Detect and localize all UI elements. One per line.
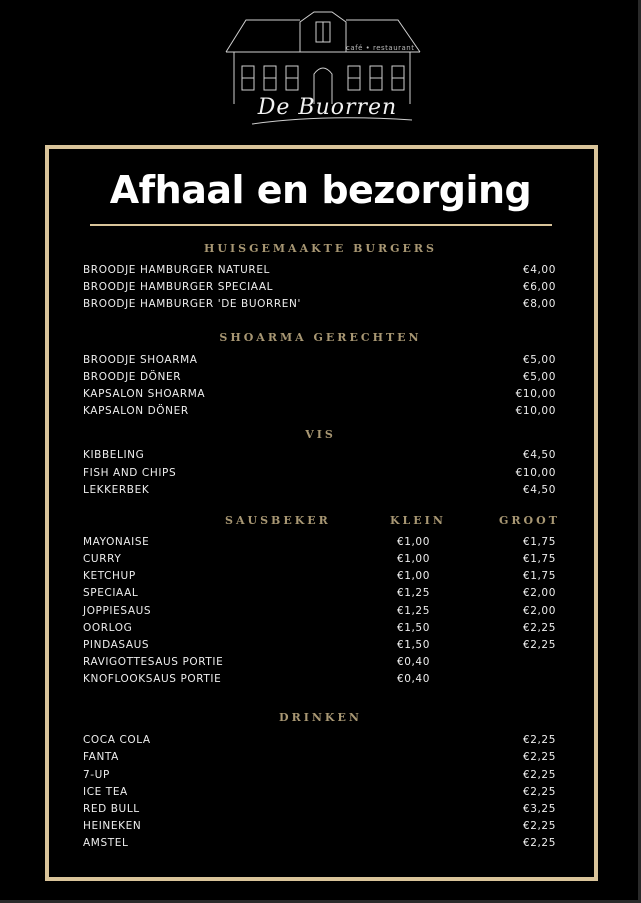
item-price: €4,00 [522,264,556,276]
item-name: CURRY [83,553,122,565]
menu-item [83,837,556,853]
column-heading-groot: GROOT [499,514,560,527]
item-price: €4,50 [522,449,556,461]
item-price-klein: €0,40 [396,656,430,668]
column-heading-klein: KLEIN [390,514,446,527]
item-name: BROODJE HAMBURGER SPECIAAL [83,281,274,293]
item-name: JOPPIESAUS [83,605,152,617]
item-name: BROODJE SHOARMA [83,354,198,366]
item-price: €2,25 [522,820,556,832]
logo-wordmark: De Buorren [257,95,398,120]
item-price: €8,00 [522,298,556,310]
sauce-item [83,673,556,689]
item-price-klein: €1,00 [396,536,430,548]
item-name: KNOFLOOKSAUS PORTIE [83,673,222,685]
menu-item [83,484,556,500]
item-price-groot: €2,00 [522,587,556,599]
item-price-klein: €1,50 [396,639,430,651]
item-price-groot: €1,75 [522,570,556,582]
item-name: RED BULL [83,803,140,815]
sauce-item [83,605,556,621]
item-price: €2,25 [522,734,556,746]
sauce-item [83,553,556,569]
item-name: KAPSALON SHOARMA [83,388,206,400]
item-price: €10,00 [515,467,556,479]
item-name: 7-UP [83,769,110,781]
item-name: KAPSALON DÖNER [83,405,189,417]
menu-item [83,354,556,370]
menu-item [83,820,556,836]
item-name: OORLOG [83,622,133,634]
item-price: €4,50 [522,484,556,496]
item-price: €5,00 [522,354,556,366]
item-name: SPECIAAL [83,587,139,599]
page-title: Afhaal en bezorging [109,168,532,212]
menu-item [83,769,556,785]
logo-tagline: café • restaurant [346,44,415,52]
item-name: KETCHUP [83,570,136,582]
item-price-groot: €2,25 [522,639,556,651]
section-heading-burgers: HUISGEMAAKTE BURGERS [204,242,437,255]
sauce-item [83,639,556,655]
item-name: ICE TEA [83,786,128,798]
section-heading-shoarma: SHOARMA GERECHTEN [219,331,422,344]
section-heading-sausbeker: SAUSBEKER [225,514,331,527]
item-price-klein: €1,25 [396,587,430,599]
sauce-item [83,622,556,638]
menu-item [83,786,556,802]
item-price-groot: €1,75 [522,536,556,548]
title-underline [90,224,552,226]
item-price: €5,00 [522,371,556,383]
item-price-klein: €1,00 [396,570,430,582]
item-price-klein: €1,00 [396,553,430,565]
sauce-item [83,587,556,603]
menu-item [83,298,556,314]
menu-item [83,734,556,750]
menu-item [83,281,556,297]
item-name: KIBBELING [83,449,145,461]
menu-item [83,751,556,767]
item-name: BROODJE DÖNER [83,371,182,383]
item-price: €2,25 [522,769,556,781]
menu-item [83,264,556,280]
item-name: RAVIGOTTESAUS PORTIE [83,656,224,668]
item-name: PINDASAUS [83,639,150,651]
item-price: €10,00 [515,388,556,400]
item-price-groot: €2,25 [522,622,556,634]
item-price: €10,00 [515,405,556,417]
section-heading-vis: VIS [305,428,336,441]
menu-item [83,371,556,387]
menu-item [83,449,556,465]
item-name: FANTA [83,751,119,763]
item-name: COCA COLA [83,734,151,746]
item-price: €3,25 [522,803,556,815]
menu-item [83,388,556,404]
item-price: €2,25 [522,786,556,798]
item-name: BROODJE HAMBURGER NATUREL [83,264,271,276]
item-name: HEINEKEN [83,820,142,832]
item-price-groot: €1,75 [522,553,556,565]
item-price: €2,25 [522,751,556,763]
section-heading-drinken: DRINKEN [279,711,362,724]
sauce-item [83,536,556,552]
sauce-item [83,656,556,672]
item-name: AMSTEL [83,837,129,849]
menu-item [83,467,556,483]
sauce-item [83,570,556,586]
item-price: €6,00 [522,281,556,293]
item-name: BROODJE HAMBURGER 'DE BUORREN' [83,298,301,310]
item-price: €2,25 [522,837,556,849]
menu-item [83,803,556,819]
item-price-klein: €0,40 [396,673,430,685]
item-name: LEKKERBEK [83,484,150,496]
menu-item [83,405,556,421]
item-price-klein: €1,25 [396,605,430,617]
item-name: FISH AND CHIPS [83,467,177,479]
item-name: MAYONAISE [83,536,150,548]
item-price-klein: €1,50 [396,622,430,634]
item-price-groot: €2,00 [522,605,556,617]
